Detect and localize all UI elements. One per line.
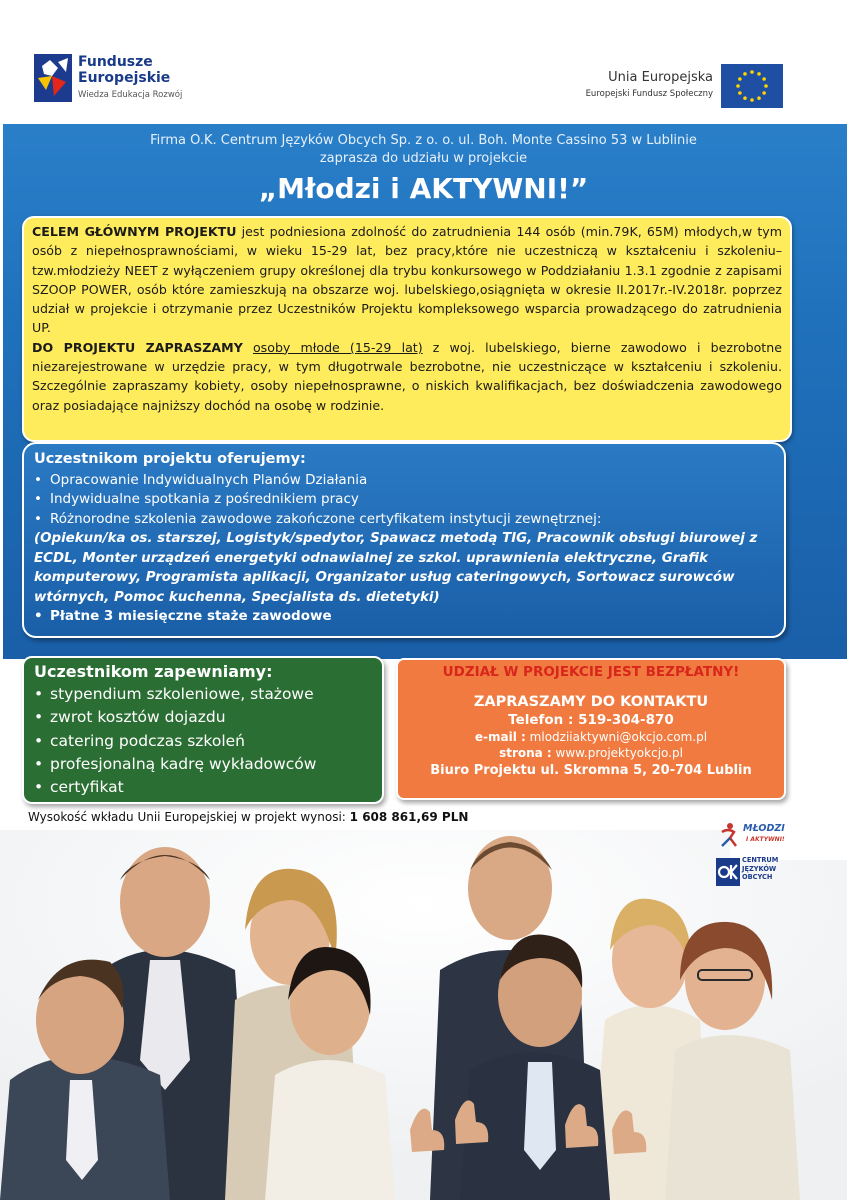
provide-item: • zwrot kosztów dojazdu [34,706,372,729]
running-figure-icon [716,822,740,848]
goal-text: jest podniesiona zdolność do zatrudnienia 144 osób (min.79K, 65M) młodych,w tym osób z niepełnosprawnościami, w wieku 15-29 lat, bez pracy,które nie uczestniczą w kształceniu i szkoleniu–tzw.młodzieży NEET z wyłączeniem grupy określonej dla trybu konkursowego w Poddziałaniu 1.3.1 zgodnie z zapisami SZOOP POWER, osób które zamieszkują na obszarze woj. lubelskiego,osiągnięta w okresie II.2017r.-IV.2018r. poprzez udział w projekcie i otrzymanie przez Uczestników Projektu kompleksowego wsparcia prowadzącego do zatrudnienia UP. [32,224,782,336]
ue-logo-subtitle: Europejski Fundusz Społeczny [585,89,713,99]
intro-text [40,132,807,168]
provide-item: • catering podczas szkoleń [34,730,372,753]
email-value[interactable]: mlodziiaktywni@okcjo.com.pl [525,730,708,744]
provide-item: • stypendium szkoleniowe, stażowe [34,683,372,706]
project-goal-box [22,216,792,442]
offer-item: • Różnorodne szkolenia zawodowe zakończone certyfikatem instytucji zewnętrznej: [34,510,774,530]
fundusze-europejskie-logo [32,52,232,112]
provide-heading: Uczestnikom zapewniamy: [34,662,273,681]
eu-star [738,91,742,95]
invite-lead: DO PROJEKTU ZAPRASZAMY [32,339,243,355]
project-title: „Młodzi i AKTYWNI!” [258,172,589,205]
provide-item: • certyfikat [34,776,372,799]
eu-star [762,77,766,81]
contact-invite: ZAPRASZAMY DO KONTAKTU [473,694,709,710]
email-label: e-mail : [474,730,526,744]
funding-amount: 1 608 861,69 PLN [349,810,469,824]
free-participation: UDZIAŁ W PROJEKCIE JEST BEZPŁATNY! [442,664,740,680]
funding-text: Wysokość wkładu Unii Europejskiej w projekt wynosi: [28,810,350,824]
ok-cjo-logo [716,856,786,890]
unia-europejska-logo [558,60,783,110]
eu-star [736,84,740,88]
contact-box [396,658,786,800]
goal-lead: CELEM GŁÓWNYM PROJEKTU [32,224,237,239]
intro-line-company: Firma O.K. Centrum Języków Obcych Sp. z o. o. ul. Boh. Monte Cassino 53 w Lublinie [150,133,697,148]
contact-phone: Telefon : 519-304-870 [508,712,674,728]
eu-star [743,72,747,76]
ok-mark-icon [716,858,740,886]
fe-logo-subtitle: Wiedza Edukacja Rozwój [78,90,183,100]
offer-item: • Opracowanie Indywidualnych Planów Działania [34,471,774,491]
offer-heading: Uczestnikom projektu oferujemy: [34,451,306,467]
invite-text: z woj. lubelskiego, bierne zawodowo i bezrobotne niezarejestrowane w urzędzie pracy, w tym długotrwale bezrobotne, nie uczestniczące w kształceniu i szkoleniu. Szczególnie zapraszamy kobiety, osoby niepełnosprawne, o niskich kwalifikacjach, bez doświadczenia zawodowego oraz posiadające najniższy dochód na osobę w rodzinie. [32,339,782,413]
cjo-logo-name: CENTRUM JĘZYKÓW OBCYCH [742,856,779,882]
offer-box [22,442,786,638]
provide-item: • profesjonalną kadrę wykładowców [34,753,372,776]
eu-star [750,70,754,74]
provide-box [22,656,384,804]
contact-office: Biuro Projektu ul. Skromna 5, 20-704 Lublin [430,763,752,778]
web-label: strona : [499,746,552,760]
mlodzi-logo [716,822,786,850]
web-value[interactable]: www.projektyokcjo.pl [551,746,683,760]
offer-courses: (Opiekun/ka os. starszej, Logistyk/spedytor, Spawacz metodą TIG, Pracownik obsługi biurowej z ECDL, Monter urządzeń energetyki odnawialnej ze szkol. uprawnienia elektryczne, Grafik komputerowy, Programista aplikacji, Organizator usług cateringowych, Sortowacz surowców wtórnych, Pomoc kuchenna, Specjalista ds. dietetyki) [34,531,758,605]
mlodzi-logo-sub: I AKTYWNI! [746,836,785,843]
eu-funding-line [28,810,468,824]
eu-star [757,72,761,76]
mlodzi-logo-title: MŁODZI [743,823,785,834]
eu-star [743,96,747,100]
contact-website [398,746,784,760]
invite-age: osoby młode (15-29 lat) [252,339,423,355]
fe-logo-name: Fundusze Europejskie [78,54,171,86]
eu-star [750,98,754,102]
intro-line-invite: zaprasza do udziału w projekcie [319,151,528,166]
contact-email [398,730,784,744]
eu-star [738,77,742,81]
offer-item: • Indywidualne spotkania z pośrednikiem pracy [34,490,774,510]
eu-flag-icon [721,64,783,108]
ue-logo-name: Unia Europejska [608,70,713,85]
offer-paid-internship: • Płatne 3 miesięczne staże zawodowe [34,607,774,627]
eu-star [764,84,768,88]
eu-star [762,91,766,95]
fe-star-icon [32,52,74,104]
eu-star [757,96,761,100]
